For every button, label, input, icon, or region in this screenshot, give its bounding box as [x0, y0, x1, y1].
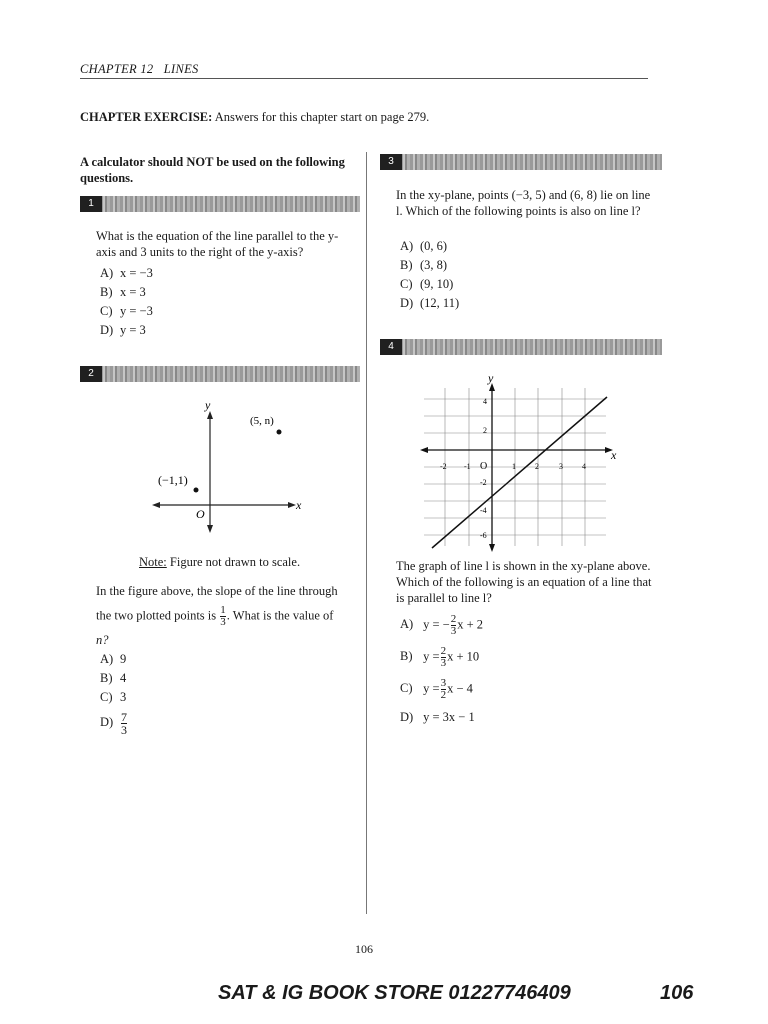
x-tick-3: 3: [559, 462, 563, 471]
question-2-number: 2: [80, 366, 102, 382]
question-4-number: 4: [380, 339, 402, 355]
choice-d[interactable]: D) $\frac{7}{3}$: [100, 710, 127, 737]
question-4-choices: [400, 614, 483, 725]
x-tick-neg1: -1: [464, 462, 471, 471]
point-5-n: [277, 430, 282, 435]
choice-d[interactable]: D) y = 3x − 1: [400, 710, 475, 724]
y-arrow-down: [489, 544, 495, 552]
column-divider: [366, 152, 367, 914]
choice-d[interactable]: D) (12, 11): [400, 296, 460, 310]
note-label: Note:: [139, 555, 167, 569]
x-arrow-left: [420, 447, 428, 453]
chapter-header: [80, 62, 199, 77]
question-1-bar: [80, 196, 360, 212]
chapter-exercise-intro: [80, 110, 429, 125]
intro-heading: CHAPTER EXERCISE:: [80, 110, 213, 124]
origin-label: O: [196, 507, 205, 521]
y-tick-neg4: -4: [480, 506, 487, 515]
choice-b[interactable]: B) y = $\frac{2}{3}$ x + 10: [400, 645, 480, 669]
origin-label: O: [480, 461, 488, 472]
choice-b[interactable]: B) (3, 8): [400, 258, 448, 272]
x-tick-1: 1: [512, 462, 516, 471]
question-4-graph: [420, 370, 625, 555]
header-divider: [80, 78, 648, 79]
choice-a[interactable]: A) 9: [100, 652, 127, 666]
question-2-text: [96, 583, 364, 648]
question-1-text: What is the equation of the line parallel to the y-axis and 3 units to the right of the y-axis?: [96, 229, 339, 259]
x-arrow-left: [152, 502, 160, 508]
question-3-text: In the xy-plane, points (−3, 5) and (6, 8) lie on line l. Which of the following points is also on line l?: [396, 188, 651, 218]
slope-fraction: $\frac{1}{3}$: [220, 604, 226, 628]
x-label: x: [611, 448, 617, 462]
question-2-bar: [80, 366, 360, 382]
x-label: x: [296, 498, 302, 512]
question-2-line-2: the two plotted points is $\frac{1}{3}$ . What is the value of: [96, 604, 334, 628]
intro-text: Answers for this chapter start on page 279.: [214, 110, 430, 124]
x-tick-4: 4: [582, 462, 586, 471]
y-tick-2: 2: [483, 426, 487, 435]
choice-c[interactable]: C) 3: [100, 690, 127, 704]
question-3-choices: [400, 237, 459, 313]
question-2-figure: [150, 395, 310, 535]
note-text: Figure not drawn to scale.: [169, 555, 301, 569]
question-3-bar: [380, 154, 662, 170]
choice-d[interactable]: D) y = 3: [100, 323, 146, 337]
footer-page-number: 106: [660, 982, 694, 1004]
question-1-choices: [100, 264, 153, 340]
y-tick-4: 4: [483, 397, 487, 406]
question-2-line-1: In the figure above, the slope of the line through: [96, 584, 338, 598]
point-5-n-label: (5, n): [250, 415, 274, 427]
y-tick-neg2: -2: [480, 478, 487, 487]
y-label: y: [488, 371, 494, 385]
choice-c[interactable]: C) (9, 10): [400, 277, 454, 291]
question-2-choices: [100, 650, 128, 736]
point-neg1-1-label: (−1,1): [158, 473, 188, 487]
line-l: [432, 397, 607, 548]
y-tick-neg6: -6: [480, 531, 487, 540]
choice-a[interactable]: A) y = − $\frac{2}{3}$ x + 2: [400, 613, 484, 637]
point-neg1-1: [194, 488, 199, 493]
figure-note: [139, 554, 300, 570]
store-footer: SAT & IG BOOK STORE 01227746409: [218, 982, 571, 1004]
choice-c[interactable]: C) y = $\frac{3}{2}$ x − 4: [400, 677, 473, 701]
choice-d-fraction: $\frac{7}{3}$: [121, 710, 127, 737]
calculator-note: A calculator should NOT be used on the following questions.: [80, 155, 345, 185]
page-number: 106: [355, 942, 373, 956]
question-4-bar: [380, 339, 662, 355]
choice-a[interactable]: A) x = −3: [100, 266, 153, 280]
choice-c[interactable]: C) y = −3: [100, 304, 153, 318]
question-2-line-3: n?: [96, 633, 109, 647]
question-1-number: 1: [80, 196, 102, 212]
chapter-label: CHAPTER 12: [80, 62, 154, 76]
question-3-number: 3: [380, 154, 402, 170]
y-arrow-down: [207, 525, 213, 533]
y-label: y: [205, 398, 211, 412]
y-arrow-up: [207, 411, 213, 419]
chapter-title: LINES: [163, 62, 199, 76]
question-4-text: The graph of line l is shown in the xy-plane above. Which of the following is an equation of a line that is parallel to line l?: [396, 559, 652, 605]
x-arrow-right: [288, 502, 296, 508]
x-tick-2: 2: [535, 462, 539, 471]
choice-a[interactable]: A) (0, 6): [400, 239, 448, 253]
choice-b[interactable]: B) 4: [100, 671, 127, 685]
choice-b[interactable]: B) x = 3: [100, 285, 146, 299]
x-tick-neg2: -2: [440, 462, 447, 471]
